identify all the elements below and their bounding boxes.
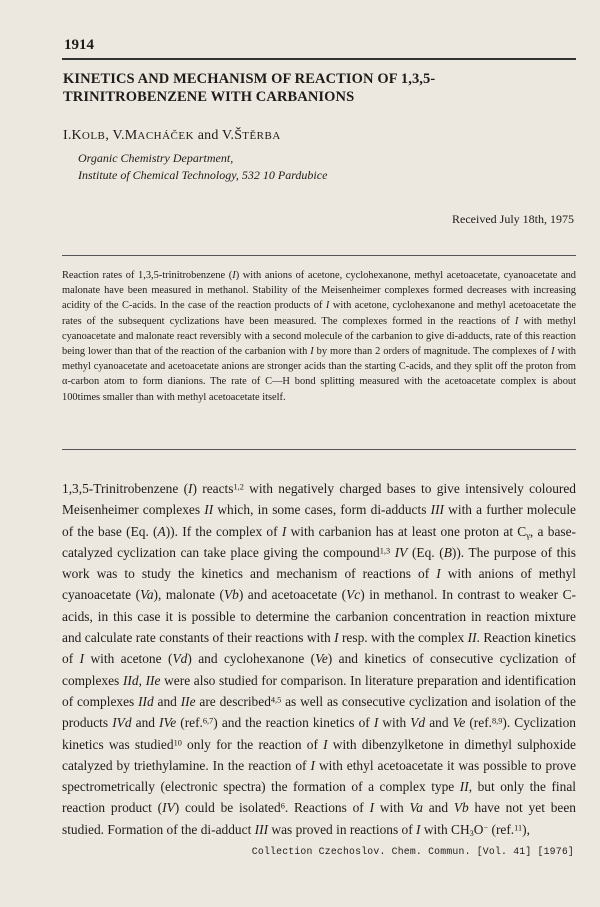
- received-date: Received July 18th, 1975: [452, 212, 574, 226]
- article-authors: I.KOLB, V.MACHÁČEK and V.ŠTĚRBA: [63, 128, 281, 143]
- journal-citation-footer: Collection Czechoslov. Chem. Commun. [Vol. 41] [1976]: [251, 846, 574, 857]
- abstract-top-rule: [62, 255, 576, 256]
- header-rule: [62, 58, 576, 60]
- page-number: 1914: [64, 37, 94, 53]
- affiliation: [78, 150, 327, 184]
- body-paragraph: 1,3,5-Trinitrobenzene (I) reacts$^{1,2}$ with negatively charged bases to give intensively coloured Meisenheimer complexes II which, in some cases, form di-adducts III with a further molecule of the base (Eq. (A)). If the complex of I with carbanion has at least one proton at $C_\gamma$, a base-catalyzed cyclization can take place giving the compound$^{1,3}$ IV (Eq. (B)). The purpose of this work was to study the kinetics and mechanism of reactions of I with anions of methyl cyanoacetate (Va), malonate (Vb) and acetoacetate (Vc) in methanol. In contrast to weaker C-acids, in this case it is possible to determine the carbanion concentration in reaction mixture and calculate rate constants of their reactions with I resp. with the complex II. Reaction kinetics of I with acetone (Vd) and cyclohexanone (Ve) and kinetics of consecutive cyclization of complexes IId, IIe were also studied for comparison. In literature preparation and identification of complexes IId and IIe are described$^{4,5}$ as well as consecutive cyclization and isolation of the products IVd and IVe (ref.$^{6,7}$) and the reaction kinetics of I with Vd and Ve (ref.$^{8,9}$). Cyclization kinetics was studied$^{10}$ only for the reaction of I with dibenzylketone in dimethyl sulphoxide catalyzed by triethylamine. In the reaction of I with ethyl acetoacetate it was possible to prove spectrometrically (electronic spectra) the formation of a complex type II, but only the final reaction product (IV) could be isolated$^6$. Reactions of I with Va and Vb have not yet been studied. Formation of the di-adduct III was proved in reactions of I with $CH_3O^-$ (ref.$^{11}$),: [62, 481, 577, 838]
- article-title: KINETICS AND MECHANISM OF REACTION OF 1,3,5-TRINITROBENZENE WITH CARBANIONS: [63, 71, 436, 105]
- abstract-bottom-rule: [62, 449, 576, 450]
- affiliation-institute: Institute of Chemical Technology, 532 10 Pardubice: [78, 168, 328, 182]
- affiliation-department: Organic Chemistry Department,: [78, 151, 234, 165]
- body-text: [62, 478, 576, 840]
- abstract: Reaction rates of 1,3,5-trinitrobenzene (I) with anions of acetone, cyclohexanone, methyl acetoacetate, cyanoacetate and malonate have been measured in methanol. Stability of the Meisenheimer complexes formed decreases with increasing acidity of the C-acids. In the case of the reaction products of I with acetone, cyclohexanone and methyl acetoacetate the rates of the subsequent cyclizations have been measured. The complexes formed in the reactions of I with methyl cyanoacetate and malonate react reversibly with a second molecule of the carbanion to give di-adducts, rate of this reaction being lower than that of the reaction of the carbanion with I by more than 2 orders of magnitude. The complexes of I with methyl cyanoacetate and acetoacetate anions are stronger acids than the starting C-acids, and they split off the proton from α-carbon atom to form dianions. The rate of C—H bond splitting measured with the acetoacetate complex is about 100times smaller than with methyl acetoacetate itself.: [62, 270, 576, 403]
